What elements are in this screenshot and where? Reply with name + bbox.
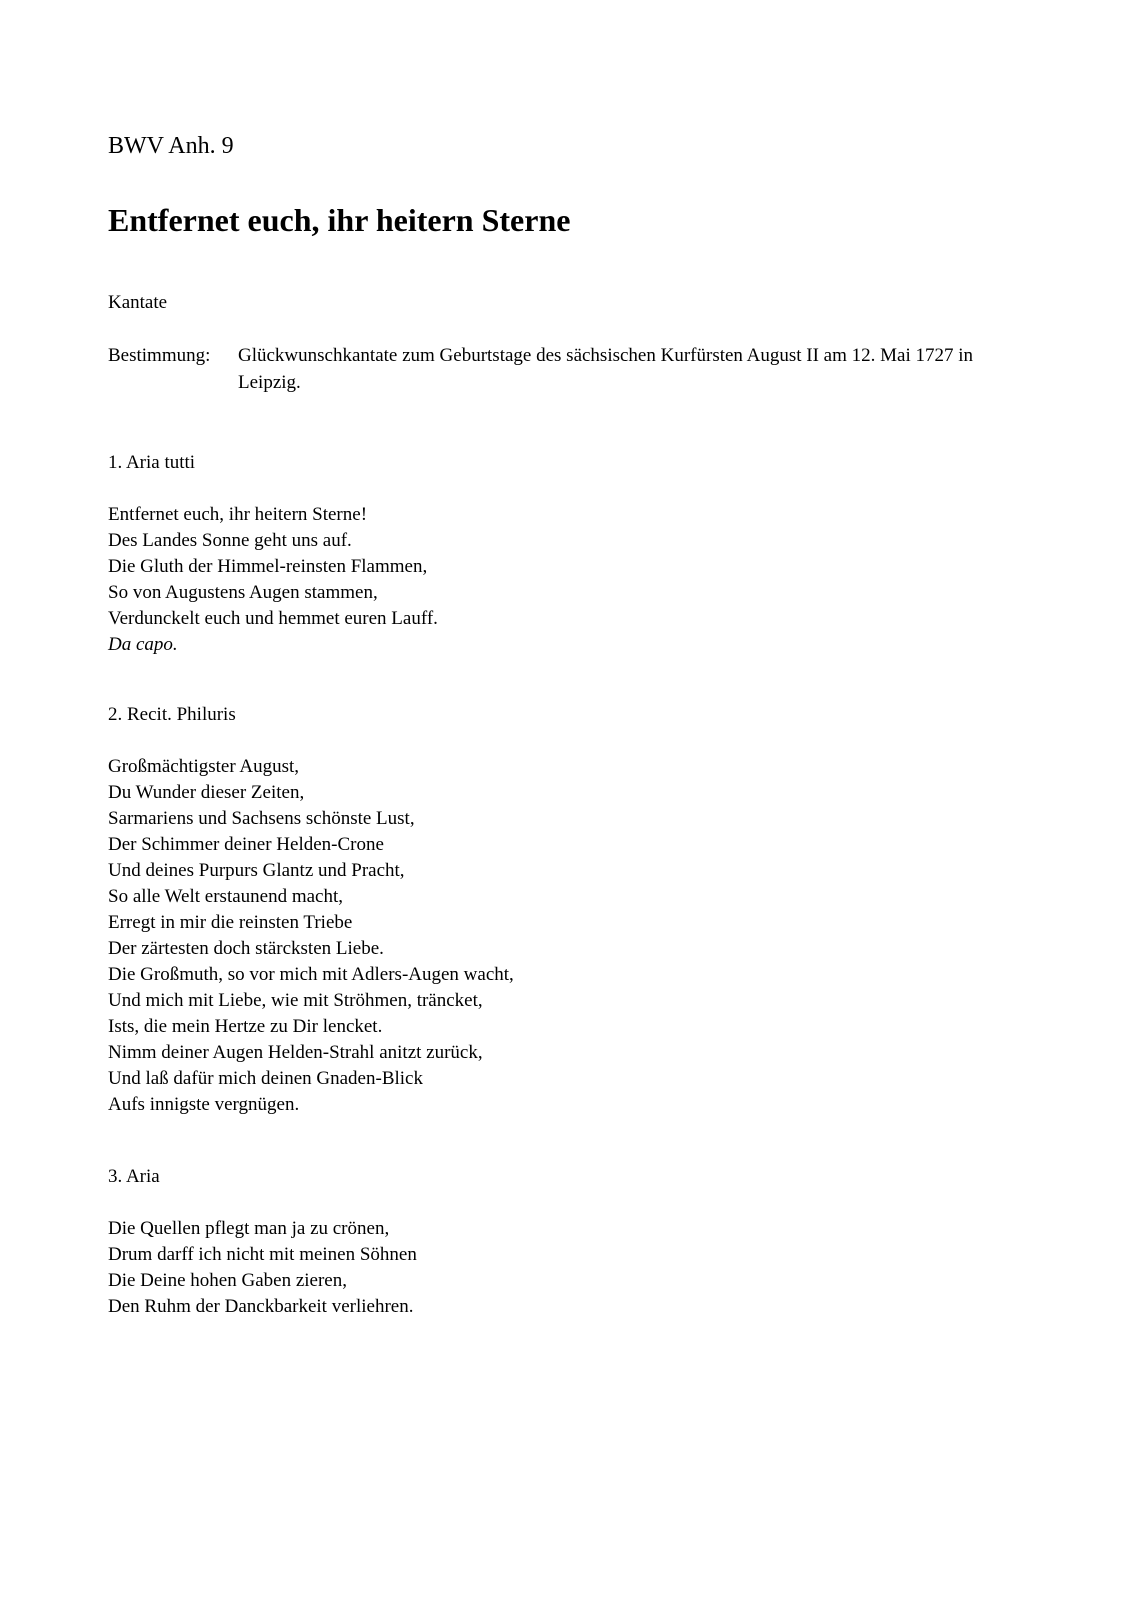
movement-3 [108, 1164, 417, 1320]
verse-line: Und mich mit Liebe, wie mit Ströhmen, träncket, [108, 990, 483, 1011]
verse-line: Der Schimmer deiner Helden-Crone [108, 834, 384, 855]
verse-line: Entfernet euch, ihr heitern Sterne! [108, 504, 368, 525]
verse-line: Die Deine hohen Gaben zieren, [108, 1270, 347, 1291]
purpose-text: Glückwunschkantate zum Geburtstage des sächsischen Kurfürsten August II am 12. Mai 1727 in Leipzig. [238, 345, 974, 393]
page-title: Entfernet euch, ihr heitern Sterne [108, 202, 571, 238]
verse-line: Die Großmuth, so vor mich mit Adlers-Augen wacht, [108, 964, 514, 985]
verse-line: Des Landes Sonne geht uns auf. [108, 530, 352, 551]
movement-heading: 2. Recit. Philuris [108, 704, 236, 725]
movement-1 [108, 450, 438, 658]
verse-line: Großmächtigster August, [108, 756, 300, 777]
da-capo-note: Da capo. [108, 634, 178, 655]
movement-2 [108, 702, 514, 1118]
purpose-label: Bestimmung: [108, 345, 211, 366]
verse-line: Drum darff ich nicht mit meinen Söhnen [108, 1244, 417, 1265]
verse-line: Verdunckelt euch und hemmet euren Lauff. [108, 608, 438, 629]
verse-line: Du Wunder dieser Zeiten, [108, 782, 305, 803]
verse-line: Und deines Purpurs Glantz und Pracht, [108, 860, 405, 881]
verse-line: Der zärtesten doch stärcksten Liebe. [108, 938, 384, 959]
verse-line: Die Gluth der Himmel-reinsten Flammen, [108, 556, 428, 577]
verse-line: Aufs innigste vergnügen. [108, 1094, 300, 1115]
verse-line: Erregt in mir die reinsten Triebe [108, 912, 353, 933]
verse-line: So alle Welt erstaunend macht, [108, 886, 344, 907]
verse-line: Den Ruhm der Danckbarkeit verliehren. [108, 1296, 414, 1317]
catalog-number: BWV Anh. 9 [108, 133, 234, 159]
verse-line: So von Augustens Augen stammen, [108, 582, 378, 603]
verse-line: Die Quellen pflegt man ja zu crönen, [108, 1218, 390, 1239]
verse-line: Sarmariens und Sachsens schönste Lust, [108, 808, 415, 829]
movement-heading: 1. Aria tutti [108, 452, 196, 473]
genre-label: Kantate [108, 292, 168, 313]
verse-line: Nimm deiner Augen Helden-Strahl anitzt zurück, [108, 1042, 483, 1063]
verse-line: Und laß dafür mich deinen Gnaden-Blick [108, 1068, 423, 1089]
movement-heading: 3. Aria [108, 1166, 160, 1187]
purpose-block [108, 342, 998, 396]
verse-line: Ists, die mein Hertze zu Dir lencket. [108, 1016, 383, 1037]
